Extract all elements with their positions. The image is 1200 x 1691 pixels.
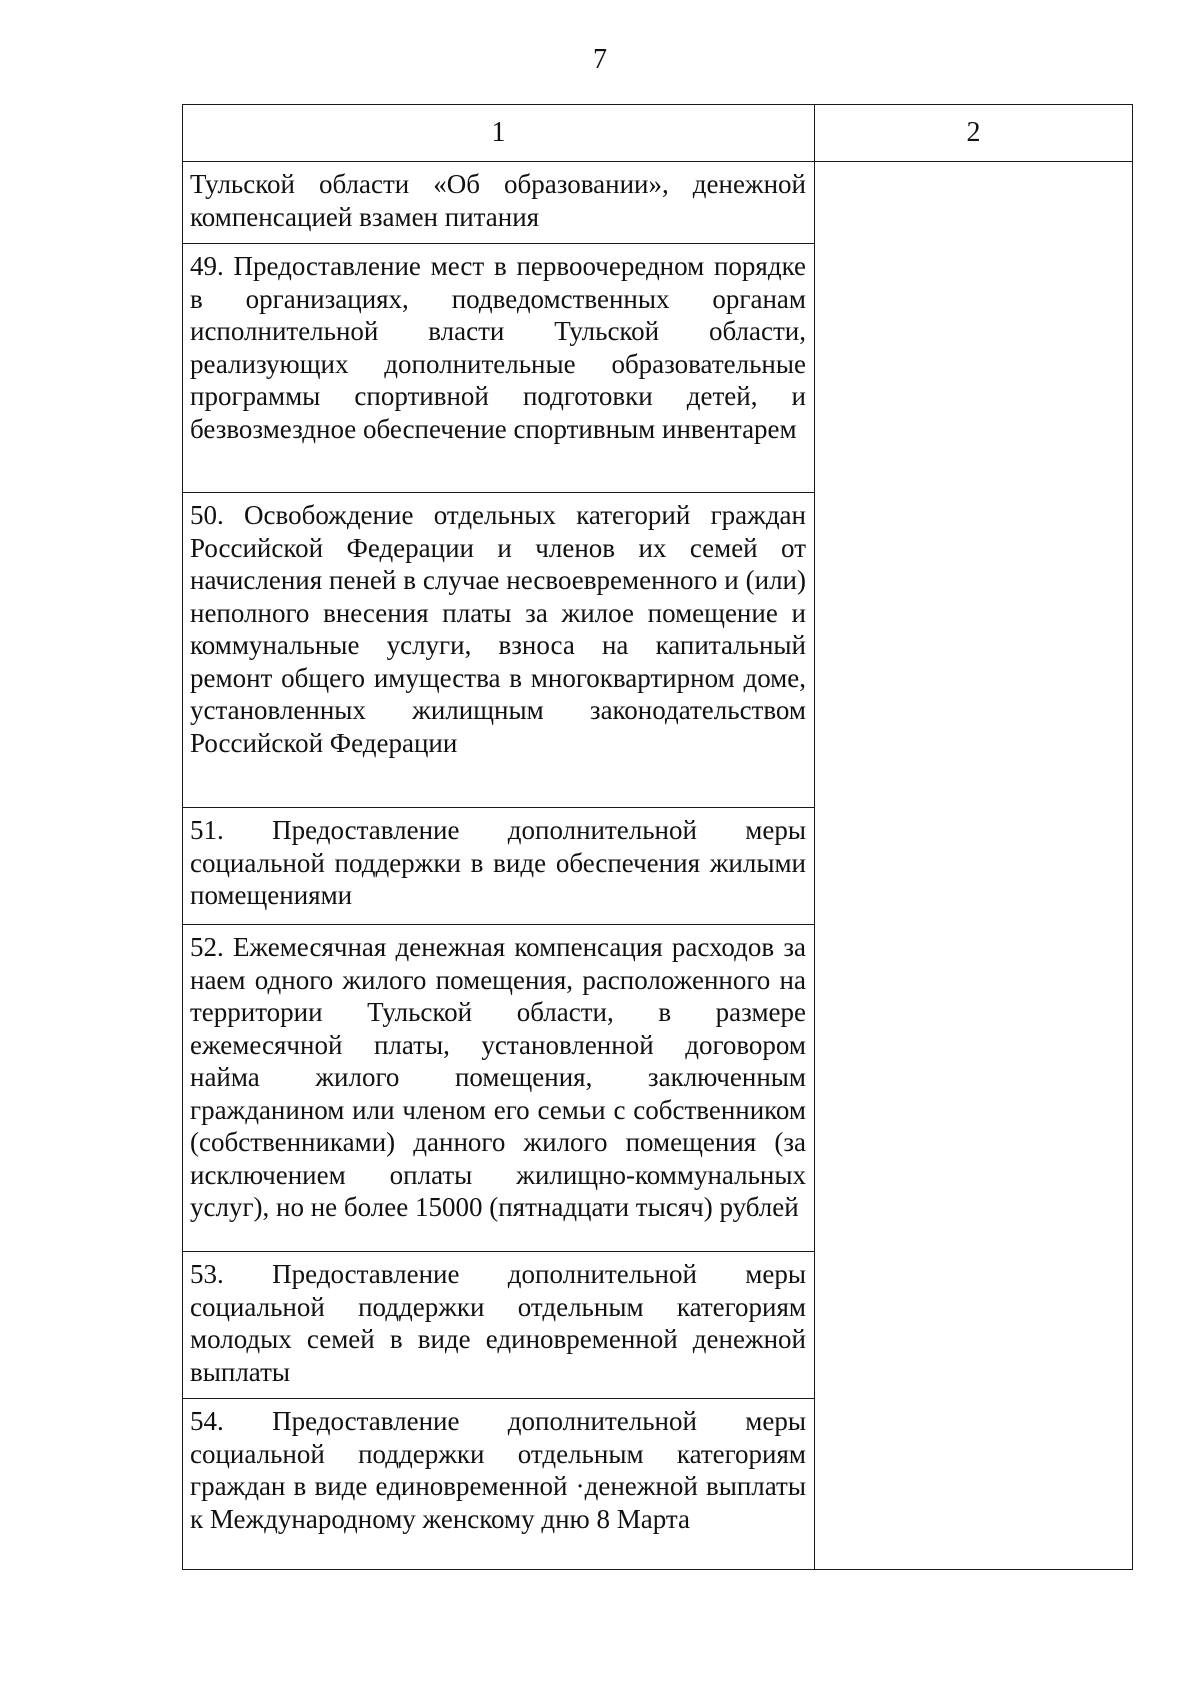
row-text: 53. Предоставление дополнительной меры социальной поддержки отдельным категориям молодых семей в виде единовременной денежной выплаты bbox=[190, 1259, 806, 1387]
row-text: 50. Освобождение отдельных категорий граждан Российской Федерации и членов их семей от начисления пеней в случае несвоевременного и (или) неполного внесения платы за жилое помещение и коммунальные услуги, взноса на капитальный ремонт общего имущества в многоквартирном доме, установленных жилищным законодательством Российской Федерации bbox=[190, 500, 806, 758]
row-text: 52. Ежемесячная денежная компенсация расходов за наем одного жилого помещения, расположенного на территории Тульской области, в размере ежемесячной платы, установленной договором найма жилого помещения, заключенным гражданином или членом его семьи с собственником (собственниками) данного жилого помещения (за исключением оплаты жилищно-коммунальных услуг), но не более 15000 (пятнадцати тысяч) рублей bbox=[190, 932, 806, 1222]
table-cell bbox=[183, 1252, 815, 1399]
row-text: Тульской области «Об образовании», денежной компенсацией взамен питания bbox=[190, 169, 806, 232]
table-cell bbox=[183, 493, 815, 808]
column-header-2: 2 bbox=[815, 105, 1133, 162]
row-text: 49. Предоставление мест в первоочередном порядке в организациях, подведомственных органам исполнительной власти Тульской области, реализующих дополнительные образовательные программы спортивной подготовки детей, и безвозмездное обеспечение спортивным инвентарем bbox=[190, 251, 806, 444]
table-cell bbox=[183, 925, 815, 1252]
document-table bbox=[182, 104, 1133, 1570]
table-header-row bbox=[183, 105, 1133, 162]
row-text: 54. Предоставление дополнительной меры социальной поддержки отдельным категориям граждан в виде единовременной ·денежной выплаты к Международному женскому дню 8 Марта bbox=[190, 1406, 806, 1534]
table-cell-empty bbox=[815, 162, 1133, 1570]
row-text: 51. Предоставление дополнительной меры социальной поддержки в виде обеспечения жилыми помещениями bbox=[190, 815, 806, 910]
table-cell bbox=[183, 808, 815, 925]
column-header-1: 1 bbox=[183, 105, 815, 162]
table-cell bbox=[183, 244, 815, 493]
table-cell bbox=[183, 162, 815, 244]
table-cell bbox=[183, 1399, 815, 1570]
page-number: 7 bbox=[593, 44, 607, 75]
table-row bbox=[183, 162, 1133, 244]
